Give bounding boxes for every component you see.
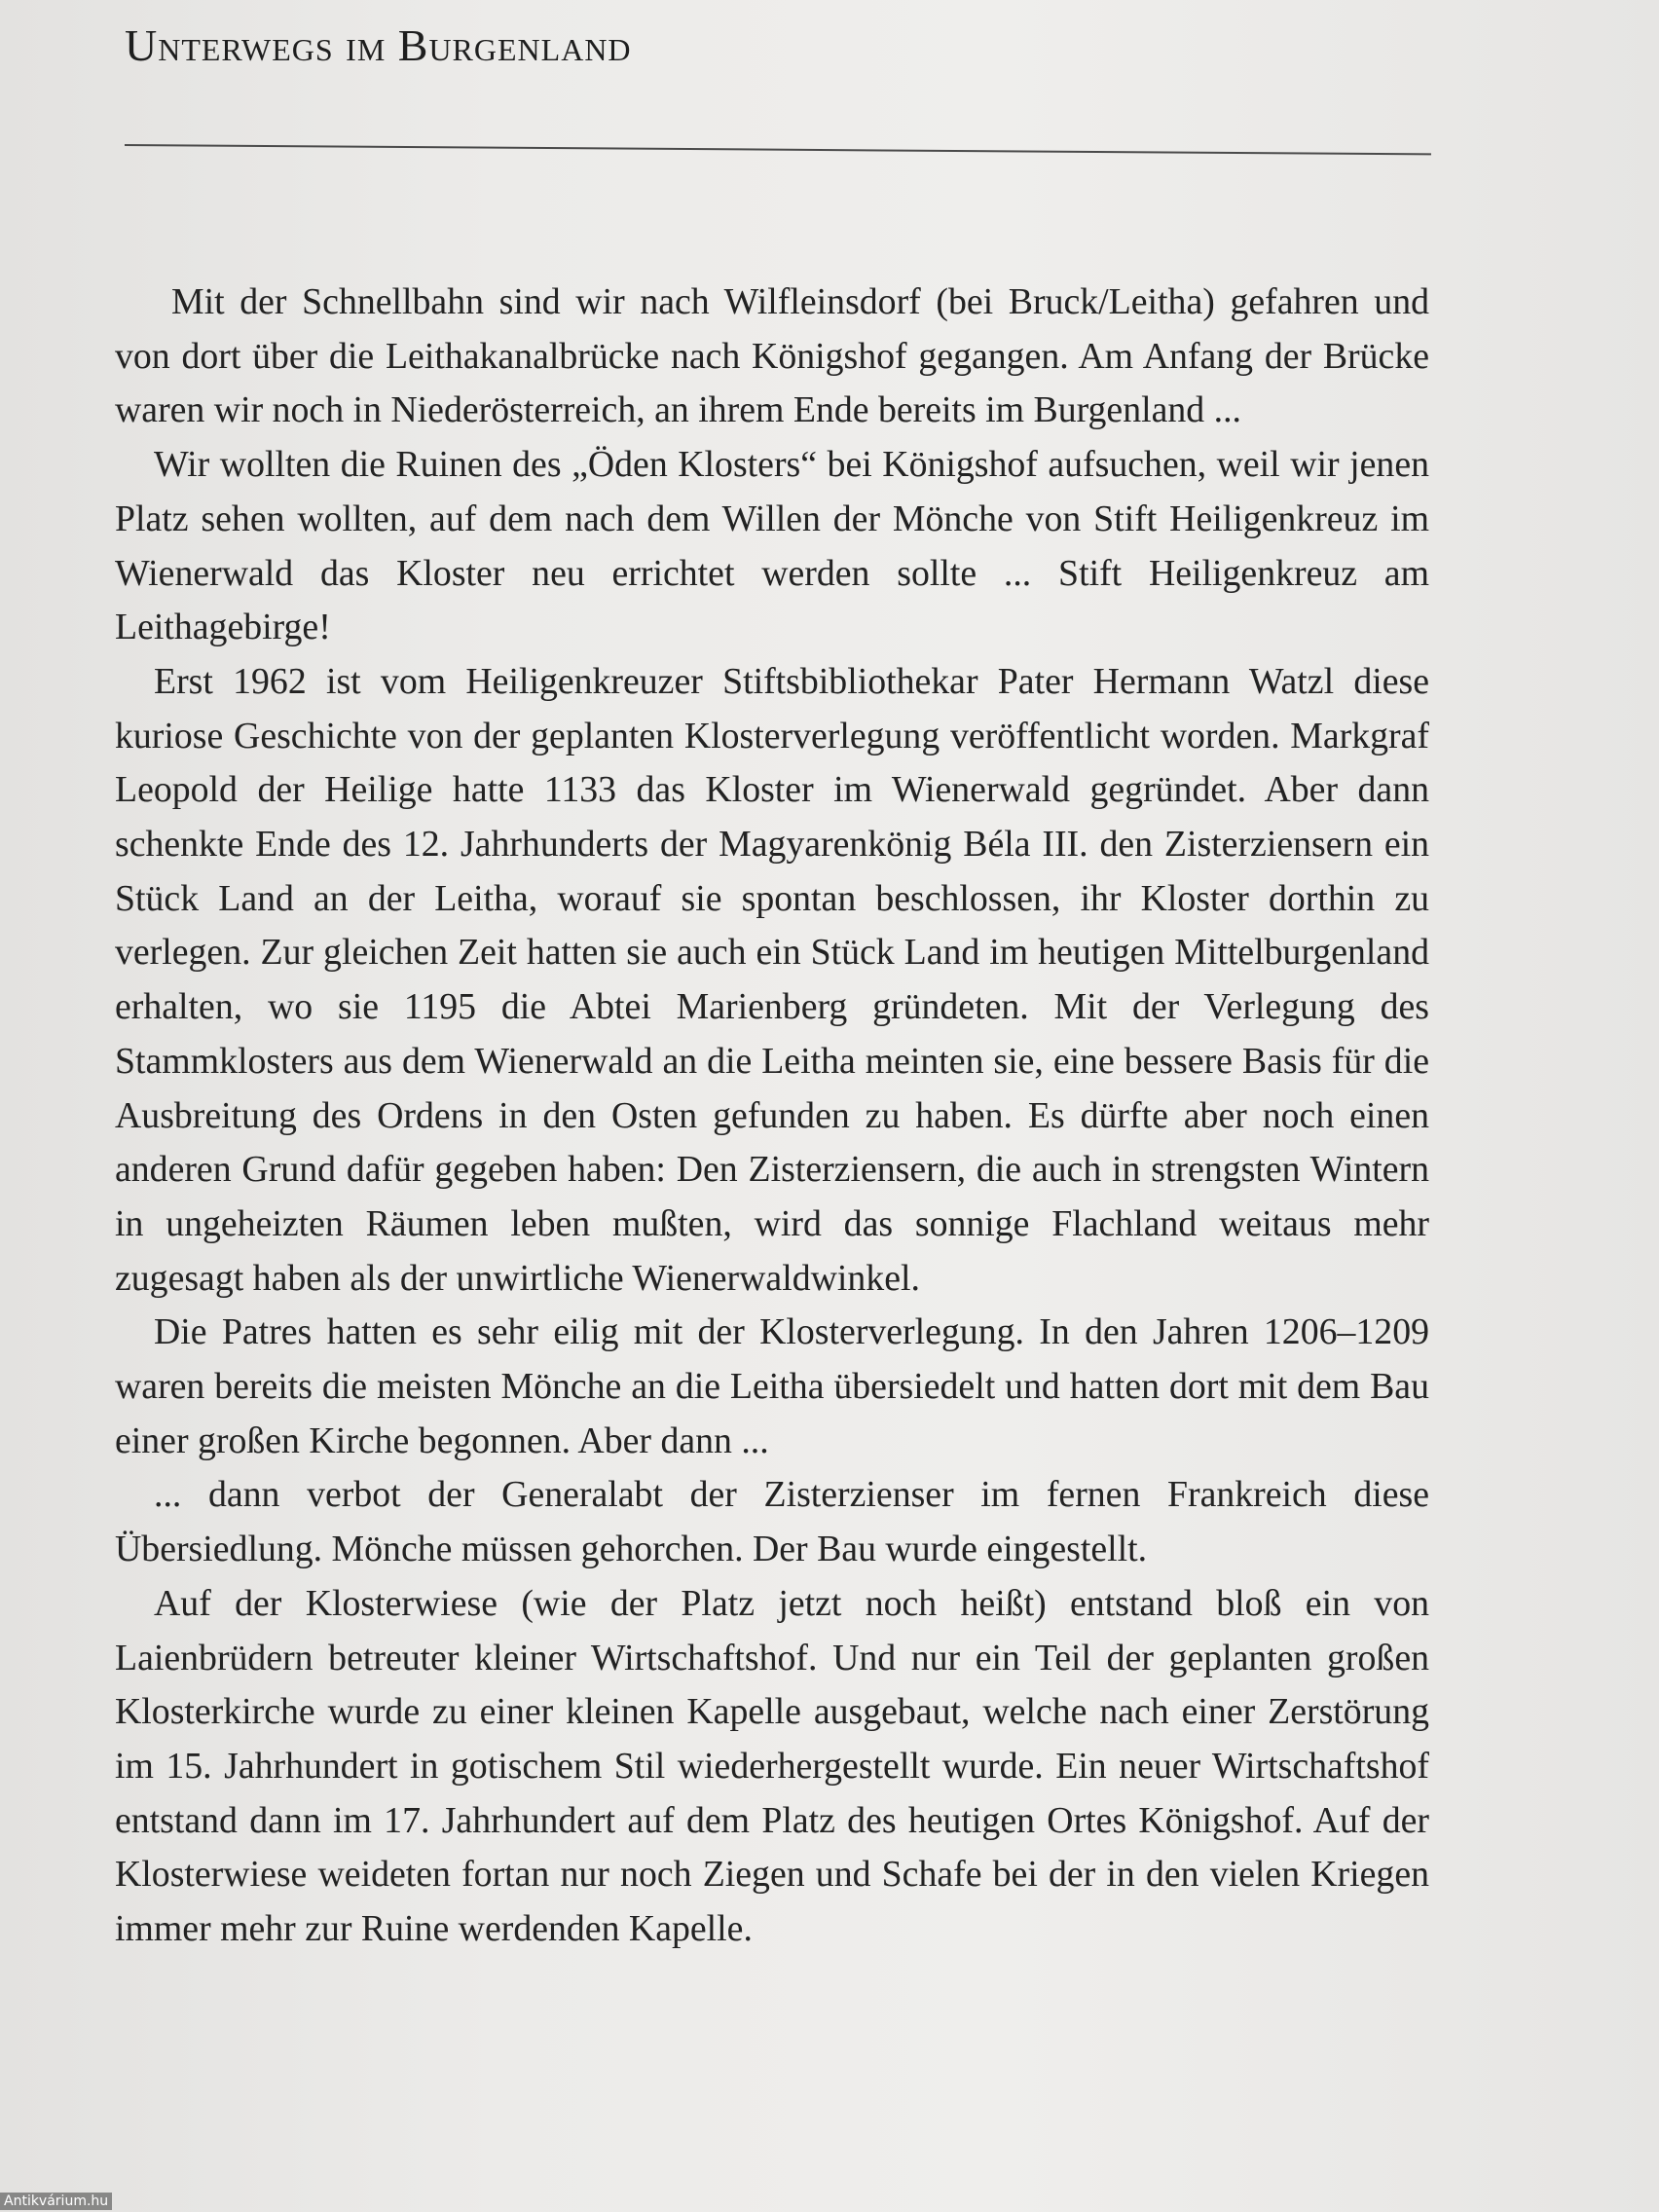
paragraph-5: ... dann verbot der Generalabt der Zisterzienser im fernen Frankreich diese Übersiedlung. Mönche müssen gehorchen. Der Bau wurde eingestellt. <box>115 1474 1429 1570</box>
paragraph-2: Wir wollten die Ruinen des „Öden Klosters“ bei Königshof aufsuchen, weil wir jenen Platz sehen wollten, auf dem nach dem Willen der Mönche von Stift Heiligenkreuz im Wienerwald das Kloster neu errichtet werden sollte ... Stift Heiligenkreuz am Leithagebirge! <box>115 444 1429 648</box>
running-head-title: Unterwegs im Burgenland <box>125 20 632 70</box>
paragraph-6: Auf der Klosterwiese (wie der Platz jetzt noch heißt) entstand bloß ein von Laienbrüdern betreuter kleiner Wirtschaftshof. Und nur ein Teil der geplanten großen Klosterkirche wurde zu einer kleinen Kapelle ausgebaut, welche nach einer Zerstörung im 15. Jahrhundert in gotischem Stil wiederhergestellt wurde. Ein neuer Wirtschaftshof entstand dann im 17. Jahrhundert auf dem Platz des heutigen Ortes Königshof. Auf der Klosterwiese weideten fortan nur noch Ziegen und Schafe bei der in den vielen Kriegen immer mehr zur Ruine werdenden Kapelle. <box>115 1582 1429 1950</box>
header-rule <box>125 144 1431 155</box>
body-text <box>115 276 1429 1957</box>
paragraph-3: Erst 1962 ist vom Heiligenkreuzer Stiftsbibliothekar Pater Hermann Watzl diese kuriose Geschichte von der geplanten Klosterverlegung veröffentlicht worden. Markgraf Leopold der Heilige hatte 1133 das Kloster im Wienerwald gegründet. Aber dann schenkte Ende des 12. Jahrhunderts der Magyarenkönig Béla III. den Zisterziensern ein Stück Land an der Leitha, worauf sie spontan beschlossen, ihr Kloster dorthin zu verlegen. Zur gleichen Zeit hatten sie auch ein Stück Land im heutigen Mittelburgenland erhalten, wo sie 1195 die Abtei Marienberg gründeten. Mit der Verlegung des Stammklosters aus dem Wienerwald an die Leitha meinten sie, eine bessere Basis für die Ausbreitung des Ordens in den Osten gefunden zu haben. Es dürfte aber noch einen anderen Grund dafür gegeben haben: Den Zisterziensern, die auch in strengsten Wintern in ungeheizten Räumen leben mußten, wird das sonnige Flachland weitaus mehr zugesagt haben als der unwirtliche Wienerwaldwinkel. <box>115 660 1429 1299</box>
watermark-label: Antikvárium.hu <box>0 2193 112 2210</box>
paragraph-1: Mit der Schnellbahn sind wir nach Wilfleinsdorf (bei Bruck/Leitha) gefahren und von dort über die Leithakanalbrücke nach Königshof gegangen. Am Anfang der Brücke waren wir noch in Niederösterreich, an ihrem Ende bereits im Burgenland ... <box>115 281 1429 431</box>
paragraph-4: Die Patres hatten es sehr eilig mit der Klosterverlegung. In den Jahren 1206–1209 waren bereits die meisten Mönche an die Leitha übersiedelt und hatten dort mit dem Bau einer großen Kirche begonnen. Aber dann ... <box>115 1311 1429 1461</box>
